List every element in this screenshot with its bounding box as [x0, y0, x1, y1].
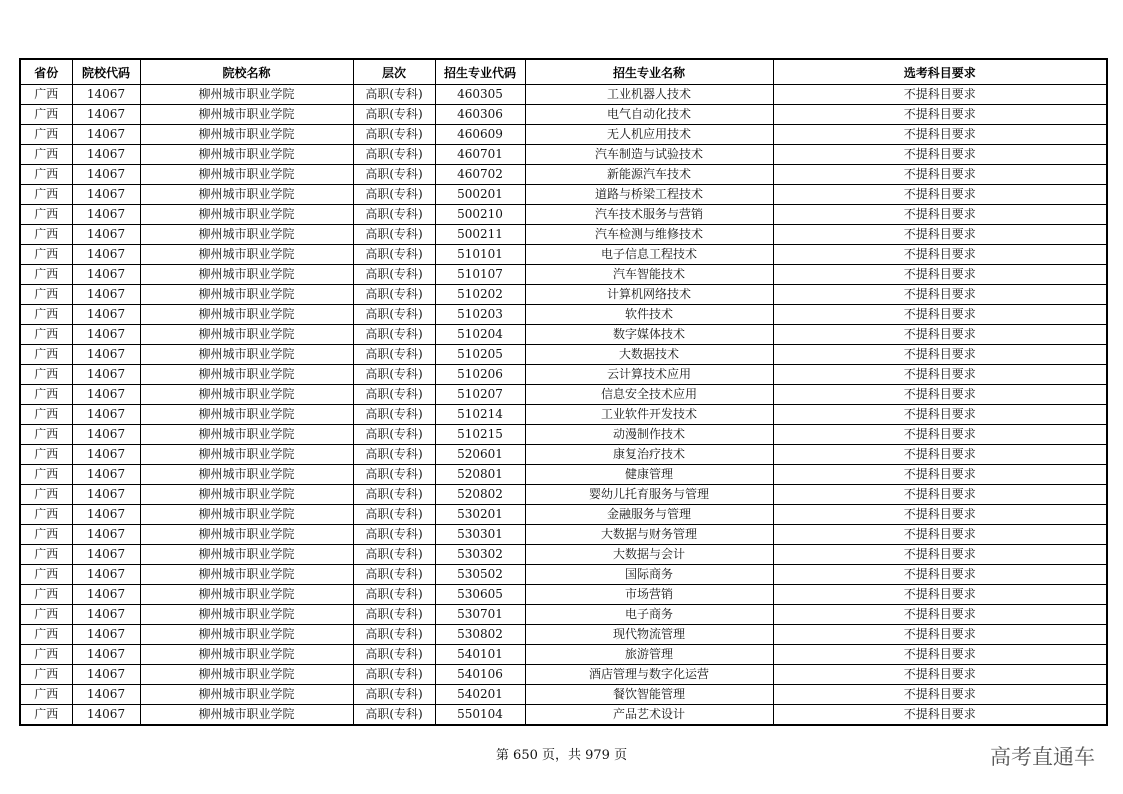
- cell-subject-requirement: 不提科目要求: [773, 485, 1107, 505]
- cell-subject-requirement: 不提科目要求: [773, 705, 1107, 726]
- cell-level: 高职(专科): [353, 265, 435, 285]
- cell-province: 广西: [20, 525, 72, 545]
- table-row: [20, 545, 1107, 565]
- cell-major-name: 健康管理: [525, 465, 773, 485]
- cell-major-name: 大数据与财务管理: [525, 525, 773, 545]
- cell-school-name: 柳州城市职业学院: [140, 525, 353, 545]
- table-row: [20, 505, 1107, 525]
- cell-major-name: 大数据技术: [525, 345, 773, 365]
- cell-level: 高职(专科): [353, 545, 435, 565]
- cell-subject-requirement: 不提科目要求: [773, 245, 1107, 265]
- cell-subject-requirement: 不提科目要求: [773, 285, 1107, 305]
- cell-subject-requirement: 不提科目要求: [773, 545, 1107, 565]
- cell-major-code: 500211: [435, 225, 525, 245]
- cell-subject-requirement: 不提科目要求: [773, 165, 1107, 185]
- cell-major-code: 550104: [435, 705, 525, 726]
- cell-level: 高职(专科): [353, 465, 435, 485]
- cell-school-name: 柳州城市职业学院: [140, 485, 353, 505]
- cell-major-code: 510205: [435, 345, 525, 365]
- cell-major-name: 软件技术: [525, 305, 773, 325]
- cell-school-name: 柳州城市职业学院: [140, 585, 353, 605]
- header-level: 层次: [353, 59, 435, 85]
- cell-subject-requirement: 不提科目要求: [773, 265, 1107, 285]
- cell-level: 高职(专科): [353, 565, 435, 585]
- cell-school-name: 柳州城市职业学院: [140, 85, 353, 105]
- cell-school-code: 14067: [72, 165, 140, 185]
- cell-level: 高职(专科): [353, 325, 435, 345]
- cell-major-name: 酒店管理与数字化运营: [525, 665, 773, 685]
- table-row: [20, 665, 1107, 685]
- cell-province: 广西: [20, 325, 72, 345]
- header-major-code: 招生专业代码: [435, 59, 525, 85]
- cell-school-code: 14067: [72, 545, 140, 565]
- cell-subject-requirement: 不提科目要求: [773, 605, 1107, 625]
- cell-major-code: 500201: [435, 185, 525, 205]
- table-row: [20, 445, 1107, 465]
- table-body: [20, 85, 1107, 726]
- cell-school-name: 柳州城市职业学院: [140, 465, 353, 485]
- cell-school-name: 柳州城市职业学院: [140, 705, 353, 726]
- cell-major-name: 汽车制造与试验技术: [525, 145, 773, 165]
- cell-major-code: 510204: [435, 325, 525, 345]
- cell-subject-requirement: 不提科目要求: [773, 185, 1107, 205]
- cell-major-code: 530502: [435, 565, 525, 585]
- cell-major-code: 510203: [435, 305, 525, 325]
- cell-school-name: 柳州城市职业学院: [140, 645, 353, 665]
- cell-major-code: 460609: [435, 125, 525, 145]
- cell-school-name: 柳州城市职业学院: [140, 505, 353, 525]
- cell-subject-requirement: 不提科目要求: [773, 685, 1107, 705]
- table-row: [20, 465, 1107, 485]
- cell-major-name: 信息安全技术应用: [525, 385, 773, 405]
- cell-province: 广西: [20, 165, 72, 185]
- table-row: [20, 325, 1107, 345]
- cell-major-code: 510206: [435, 365, 525, 385]
- cell-level: 高职(专科): [353, 605, 435, 625]
- cell-level: 高职(专科): [353, 665, 435, 685]
- cell-school-code: 14067: [72, 105, 140, 125]
- cell-province: 广西: [20, 285, 72, 305]
- cell-school-name: 柳州城市职业学院: [140, 405, 353, 425]
- cell-province: 广西: [20, 425, 72, 445]
- cell-province: 广西: [20, 705, 72, 726]
- cell-school-code: 14067: [72, 445, 140, 465]
- cell-school-name: 柳州城市职业学院: [140, 345, 353, 365]
- header-school-name: 院校名称: [140, 59, 353, 85]
- cell-school-code: 14067: [72, 365, 140, 385]
- cell-school-name: 柳州城市职业学院: [140, 565, 353, 585]
- cell-level: 高职(专科): [353, 365, 435, 385]
- cell-school-code: 14067: [72, 705, 140, 726]
- header-subject-requirement: 选考科目要求: [773, 59, 1107, 85]
- cell-province: 广西: [20, 585, 72, 605]
- cell-school-name: 柳州城市职业学院: [140, 605, 353, 625]
- cell-province: 广西: [20, 665, 72, 685]
- cell-school-code: 14067: [72, 345, 140, 365]
- cell-province: 广西: [20, 605, 72, 625]
- cell-province: 广西: [20, 685, 72, 705]
- cell-major-name: 国际商务: [525, 565, 773, 585]
- cell-level: 高职(专科): [353, 105, 435, 125]
- cell-province: 广西: [20, 205, 72, 225]
- table-row: [20, 645, 1107, 665]
- cell-major-code: 500210: [435, 205, 525, 225]
- cell-school-name: 柳州城市职业学院: [140, 285, 353, 305]
- cell-school-code: 14067: [72, 85, 140, 105]
- cell-province: 广西: [20, 105, 72, 125]
- cell-province: 广西: [20, 505, 72, 525]
- cell-major-name: 数字媒体技术: [525, 325, 773, 345]
- cell-province: 广西: [20, 125, 72, 145]
- cell-subject-requirement: 不提科目要求: [773, 365, 1107, 385]
- table-row: [20, 405, 1107, 425]
- cell-major-code: 520802: [435, 485, 525, 505]
- cell-province: 广西: [20, 245, 72, 265]
- cell-major-name: 康复治疗技术: [525, 445, 773, 465]
- cell-province: 广西: [20, 565, 72, 585]
- cell-major-name: 婴幼儿托育服务与管理: [525, 485, 773, 505]
- cell-school-code: 14067: [72, 425, 140, 445]
- cell-major-code: 510207: [435, 385, 525, 405]
- table-row: [20, 625, 1107, 645]
- cell-school-code: 14067: [72, 645, 140, 665]
- cell-major-code: 530802: [435, 625, 525, 645]
- cell-school-name: 柳州城市职业学院: [140, 365, 353, 385]
- cell-major-code: 520601: [435, 445, 525, 465]
- table-row: [20, 705, 1107, 726]
- cell-school-code: 14067: [72, 685, 140, 705]
- cell-school-name: 柳州城市职业学院: [140, 545, 353, 565]
- table-row: [20, 365, 1107, 385]
- cell-province: 广西: [20, 185, 72, 205]
- cell-school-code: 14067: [72, 185, 140, 205]
- cell-level: 高职(专科): [353, 285, 435, 305]
- cell-province: 广西: [20, 265, 72, 285]
- cell-subject-requirement: 不提科目要求: [773, 465, 1107, 485]
- cell-major-name: 汽车智能技术: [525, 265, 773, 285]
- cell-subject-requirement: 不提科目要求: [773, 225, 1107, 245]
- cell-major-name: 金融服务与管理: [525, 505, 773, 525]
- cell-school-code: 14067: [72, 285, 140, 305]
- cell-school-name: 柳州城市职业学院: [140, 125, 353, 145]
- cell-major-name: 产品艺术设计: [525, 705, 773, 726]
- table-row: [20, 605, 1107, 625]
- cell-school-code: 14067: [72, 205, 140, 225]
- cell-province: 广西: [20, 365, 72, 385]
- cell-level: 高职(专科): [353, 165, 435, 185]
- table-row: [20, 565, 1107, 585]
- cell-level: 高职(专科): [353, 345, 435, 365]
- cell-major-code: 530301: [435, 525, 525, 545]
- cell-province: 广西: [20, 625, 72, 645]
- table-row: [20, 305, 1107, 325]
- cell-subject-requirement: 不提科目要求: [773, 85, 1107, 105]
- table-row: [20, 525, 1107, 545]
- cell-province: 广西: [20, 645, 72, 665]
- cell-school-code: 14067: [72, 585, 140, 605]
- cell-major-name: 市场营销: [525, 585, 773, 605]
- cell-province: 广西: [20, 345, 72, 365]
- cell-school-code: 14067: [72, 385, 140, 405]
- cell-subject-requirement: 不提科目要求: [773, 565, 1107, 585]
- cell-major-code: 510202: [435, 285, 525, 305]
- cell-school-name: 柳州城市职业学院: [140, 265, 353, 285]
- cell-level: 高职(专科): [353, 625, 435, 645]
- cell-subject-requirement: 不提科目要求: [773, 125, 1107, 145]
- cell-major-code: 460305: [435, 85, 525, 105]
- page-number: 第 650 页，共 979 页: [495, 748, 628, 763]
- cell-school-name: 柳州城市职业学院: [140, 665, 353, 685]
- cell-major-code: 540101: [435, 645, 525, 665]
- cell-province: 广西: [20, 85, 72, 105]
- table-row: [20, 485, 1107, 505]
- cell-school-code: 14067: [72, 565, 140, 585]
- cell-school-code: 14067: [72, 505, 140, 525]
- cell-province: 广西: [20, 545, 72, 565]
- cell-level: 高职(专科): [353, 585, 435, 605]
- cell-school-code: 14067: [72, 525, 140, 545]
- cell-major-name: 汽车技术服务与营销: [525, 205, 773, 225]
- cell-major-name: 大数据与会计: [525, 545, 773, 565]
- cell-school-code: 14067: [72, 125, 140, 145]
- cell-major-code: 530201: [435, 505, 525, 525]
- cell-school-name: 柳州城市职业学院: [140, 325, 353, 345]
- cell-level: 高职(专科): [353, 425, 435, 445]
- cell-subject-requirement: 不提科目要求: [773, 345, 1107, 365]
- watermark: 高考直通车: [990, 745, 1095, 769]
- cell-school-name: 柳州城市职业学院: [140, 445, 353, 465]
- cell-level: 高职(专科): [353, 645, 435, 665]
- cell-level: 高职(专科): [353, 305, 435, 325]
- table-row: [20, 685, 1107, 705]
- cell-subject-requirement: 不提科目要求: [773, 645, 1107, 665]
- table-row: [20, 425, 1107, 445]
- table-row: [20, 225, 1107, 245]
- cell-major-name: 旅游管理: [525, 645, 773, 665]
- cell-major-code: 510101: [435, 245, 525, 265]
- cell-school-code: 14067: [72, 405, 140, 425]
- table-row: [20, 125, 1107, 145]
- cell-level: 高职(专科): [353, 385, 435, 405]
- table-row: [20, 585, 1107, 605]
- cell-school-name: 柳州城市职业学院: [140, 205, 353, 225]
- cell-subject-requirement: 不提科目要求: [773, 405, 1107, 425]
- cell-major-name: 云计算技术应用: [525, 365, 773, 385]
- enrollment-table: [19, 58, 1108, 726]
- table-row: [20, 185, 1107, 205]
- table-row: [20, 85, 1107, 105]
- table-header-row: [20, 59, 1107, 85]
- header-school-code: 院校代码: [72, 59, 140, 85]
- cell-level: 高职(专科): [353, 245, 435, 265]
- cell-major-name: 电子信息工程技术: [525, 245, 773, 265]
- cell-school-name: 柳州城市职业学院: [140, 305, 353, 325]
- cell-major-name: 计算机网络技术: [525, 285, 773, 305]
- cell-subject-requirement: 不提科目要求: [773, 445, 1107, 465]
- cell-school-code: 14067: [72, 245, 140, 265]
- cell-level: 高职(专科): [353, 405, 435, 425]
- table-row: [20, 145, 1107, 165]
- cell-school-name: 柳州城市职业学院: [140, 245, 353, 265]
- cell-province: 广西: [20, 145, 72, 165]
- cell-major-name: 动漫制作技术: [525, 425, 773, 445]
- table-row: [20, 385, 1107, 405]
- table-row: [20, 105, 1107, 125]
- table-row: [20, 265, 1107, 285]
- cell-school-code: 14067: [72, 465, 140, 485]
- cell-province: 广西: [20, 445, 72, 465]
- cell-subject-requirement: 不提科目要求: [773, 305, 1107, 325]
- cell-school-code: 14067: [72, 305, 140, 325]
- cell-major-name: 电气自动化技术: [525, 105, 773, 125]
- cell-school-name: 柳州城市职业学院: [140, 685, 353, 705]
- cell-level: 高职(专科): [353, 445, 435, 465]
- cell-level: 高职(专科): [353, 185, 435, 205]
- cell-subject-requirement: 不提科目要求: [773, 525, 1107, 545]
- cell-school-name: 柳州城市职业学院: [140, 185, 353, 205]
- cell-school-code: 14067: [72, 265, 140, 285]
- cell-subject-requirement: 不提科目要求: [773, 105, 1107, 125]
- cell-major-code: 540106: [435, 665, 525, 685]
- table-row: [20, 345, 1107, 365]
- cell-major-code: 540201: [435, 685, 525, 705]
- cell-province: 广西: [20, 405, 72, 425]
- cell-school-code: 14067: [72, 225, 140, 245]
- cell-major-code: 460702: [435, 165, 525, 185]
- table-row: [20, 285, 1107, 305]
- cell-major-code: 460306: [435, 105, 525, 125]
- cell-province: 广西: [20, 485, 72, 505]
- cell-subject-requirement: 不提科目要求: [773, 625, 1107, 645]
- cell-major-name: 道路与桥梁工程技术: [525, 185, 773, 205]
- cell-major-name: 工业软件开发技术: [525, 405, 773, 425]
- cell-school-code: 14067: [72, 145, 140, 165]
- cell-level: 高职(专科): [353, 485, 435, 505]
- cell-school-name: 柳州城市职业学院: [140, 165, 353, 185]
- table-row: [20, 205, 1107, 225]
- cell-major-code: 510107: [435, 265, 525, 285]
- cell-level: 高职(专科): [353, 685, 435, 705]
- table-row: [20, 165, 1107, 185]
- cell-subject-requirement: 不提科目要求: [773, 665, 1107, 685]
- cell-major-name: 现代物流管理: [525, 625, 773, 645]
- cell-school-name: 柳州城市职业学院: [140, 385, 353, 405]
- cell-major-name: 餐饮智能管理: [525, 685, 773, 705]
- cell-school-code: 14067: [72, 605, 140, 625]
- cell-school-code: 14067: [72, 625, 140, 645]
- cell-province: 广西: [20, 305, 72, 325]
- header-major-name: 招生专业名称: [525, 59, 773, 85]
- cell-major-code: 510214: [435, 405, 525, 425]
- cell-subject-requirement: 不提科目要求: [773, 585, 1107, 605]
- cell-major-name: 新能源汽车技术: [525, 165, 773, 185]
- cell-subject-requirement: 不提科目要求: [773, 145, 1107, 165]
- cell-school-code: 14067: [72, 485, 140, 505]
- cell-level: 高职(专科): [353, 225, 435, 245]
- cell-major-code: 530302: [435, 545, 525, 565]
- cell-school-code: 14067: [72, 665, 140, 685]
- cell-school-name: 柳州城市职业学院: [140, 425, 353, 445]
- cell-level: 高职(专科): [353, 85, 435, 105]
- cell-major-code: 530701: [435, 605, 525, 625]
- cell-level: 高职(专科): [353, 525, 435, 545]
- table-row: [20, 245, 1107, 265]
- cell-subject-requirement: 不提科目要求: [773, 505, 1107, 525]
- cell-province: 广西: [20, 225, 72, 245]
- cell-level: 高职(专科): [353, 205, 435, 225]
- cell-level: 高职(专科): [353, 145, 435, 165]
- cell-major-code: 530605: [435, 585, 525, 605]
- header-province: 省份: [20, 59, 72, 85]
- cell-school-name: 柳州城市职业学院: [140, 625, 353, 645]
- cell-school-name: 柳州城市职业学院: [140, 225, 353, 245]
- cell-province: 广西: [20, 385, 72, 405]
- cell-school-name: 柳州城市职业学院: [140, 145, 353, 165]
- cell-major-name: 工业机器人技术: [525, 85, 773, 105]
- cell-subject-requirement: 不提科目要求: [773, 325, 1107, 345]
- cell-major-name: 无人机应用技术: [525, 125, 773, 145]
- cell-school-code: 14067: [72, 325, 140, 345]
- cell-major-name: 汽车检测与维修技术: [525, 225, 773, 245]
- cell-major-name: 电子商务: [525, 605, 773, 625]
- cell-subject-requirement: 不提科目要求: [773, 425, 1107, 445]
- cell-subject-requirement: 不提科目要求: [773, 205, 1107, 225]
- cell-major-code: 510215: [435, 425, 525, 445]
- cell-major-code: 460701: [435, 145, 525, 165]
- cell-level: 高职(专科): [353, 505, 435, 525]
- cell-level: 高职(专科): [353, 705, 435, 726]
- cell-province: 广西: [20, 465, 72, 485]
- cell-level: 高职(专科): [353, 125, 435, 145]
- cell-major-code: 520801: [435, 465, 525, 485]
- cell-subject-requirement: 不提科目要求: [773, 385, 1107, 405]
- cell-school-name: 柳州城市职业学院: [140, 105, 353, 125]
